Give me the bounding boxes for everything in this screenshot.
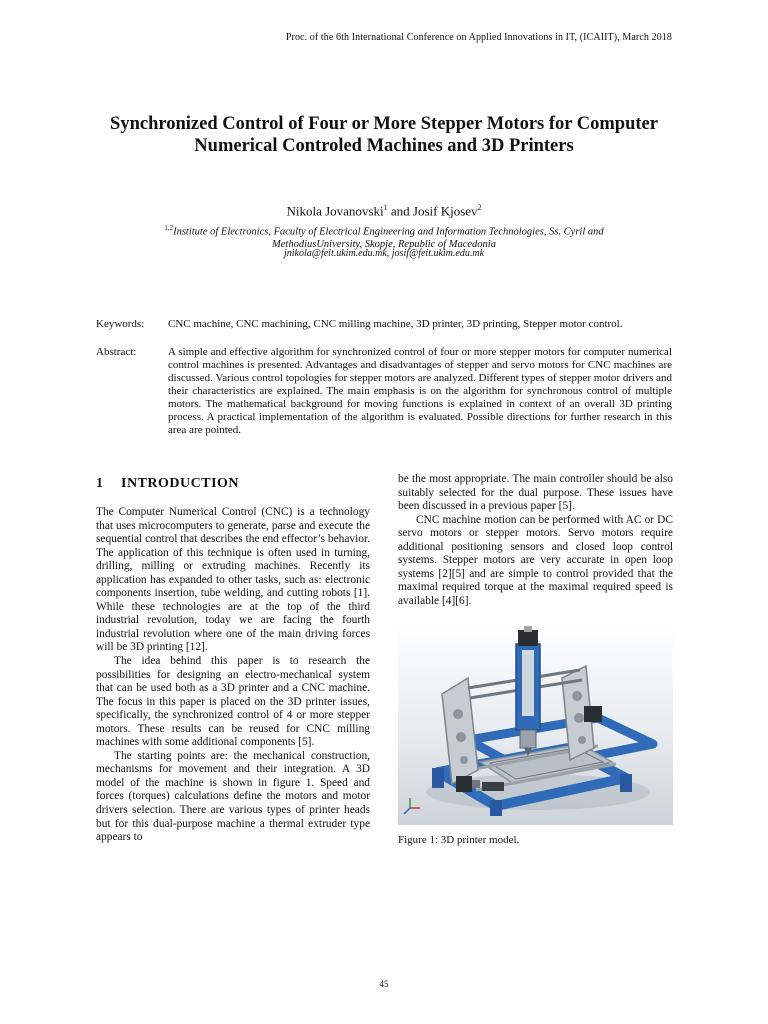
author-1-superscript: 1 <box>383 203 388 212</box>
title-line-1: Synchronized Control of Four or More Stepper Motors for Computer <box>110 114 658 134</box>
figure-caption: Figure 1: 3D printer model. <box>398 834 520 846</box>
figure-3d-printer-model <box>398 622 673 825</box>
paper-title <box>64 113 704 157</box>
affiliation-superscript: 1,2 <box>164 224 174 232</box>
title-line-2: Numerical Controled Machines and 3D Printers <box>194 136 574 156</box>
right-paragraph-2: CNC machine motion can be performed with AC or DC servo motors or stepper motors. Servo motors require additional positioning sensors and closed loop control systems. Stepper motors are very accurate in open loop systems [2][5] and are simple to control provided that the maximal required torque at the maximal required speed is available [4][6]. <box>398 513 673 607</box>
page-number: 45 <box>379 979 389 989</box>
keywords-label: Keywords: <box>96 318 145 330</box>
affiliation-line-1: Institute of Electronics, Faculty of Electrical Engineering and Information Technologies, Ss. Cyril and <box>173 226 604 238</box>
left-column <box>96 506 370 845</box>
intro-paragraph-1: The Computer Numerical Control (CNC) is a technology that uses microcomputers to generate, parse and execute the sequential control that describes the end effector’s behavior. The application of this technique is often used in turning, drilling, milling or extruding machines. Recently its application has expanded to other tasks, such as: electronic components insertion, tube welding, and cutting robots [1]. While these technologies are at the top of the third industrial revolution, today we are facing the fourth industrial revolution where one of the main driving forces will be 3D printing [12]. <box>96 506 370 654</box>
printer-model-image <box>398 622 673 825</box>
affiliation-line-2: MethodiusUniversity, Skopje, Republic of Macedonia <box>272 239 496 250</box>
author-2: and Josif Kjosev <box>387 203 478 219</box>
running-header: Proc. of the 6th International Conference on Applied Innovations in IT, (ICAIIT), March 2018 <box>285 32 672 43</box>
section-heading <box>96 476 239 492</box>
authors <box>0 203 768 219</box>
right-paragraph-1: be the most appropriate. The main controller should be also suitably selected for the dual purpose. These issues have been discussed in a previous paper [5]. <box>398 473 673 513</box>
author-2-superscript: 2 <box>477 203 482 212</box>
right-column <box>398 473 673 608</box>
author-1: Nikola Jovanovski <box>286 203 384 219</box>
section-number: 1 <box>96 476 104 491</box>
keywords-text: CNC machine, CNC machining, CNC milling machine, 3D printer, 3D printing, Stepper motor control. <box>168 318 623 330</box>
abstract-label: Abstract: <box>96 346 137 358</box>
abstract-text: A simple and effective algorithm for synchronized control of four or more stepper motors for computer numerical control machines is presented. Advantages and disadvantages of stepper and servo motors for CNC machines are discussed. Various control topologies for stepper motors are analyzed. Different types of stepper motor drivers and their characteristics are explained. The main emphasis is on the algorithm for synchronous control of multiple motors. The mathematical background for moving functions is explained in context of an overall 3D printing process. A practical implementation of the algorithm is evaluated. Possible directions for further research in this area are pointed. <box>168 346 672 436</box>
author-emails: jnikola@feit.ukim.edu.mk, josif@feit.ukim.edu.mk <box>283 248 485 259</box>
intro-paragraph-2: The idea behind this paper is to research the possibilities for designing an electro-mechanical system that can be used both as a 3D printer and a CNC machine. The focus in this paper is placed on the 3D printer issues, specifically, the synchronized control of 4 or more stepper motors. These results can be reused for CNC milling machines with some additional components [5]. <box>96 655 370 749</box>
section-title: INTRODUCTION <box>121 476 240 491</box>
intro-paragraph-3: The starting points are: the mechanical construction, mechanisms for movement and their integration. A 3D model of the machine is shown in figure 1. Speed and forces (torques) calculations define the motors and motor drivers selection. There are various types of printer heads but for this dual-purpose machine a thermal extruder type appears to <box>96 749 370 844</box>
